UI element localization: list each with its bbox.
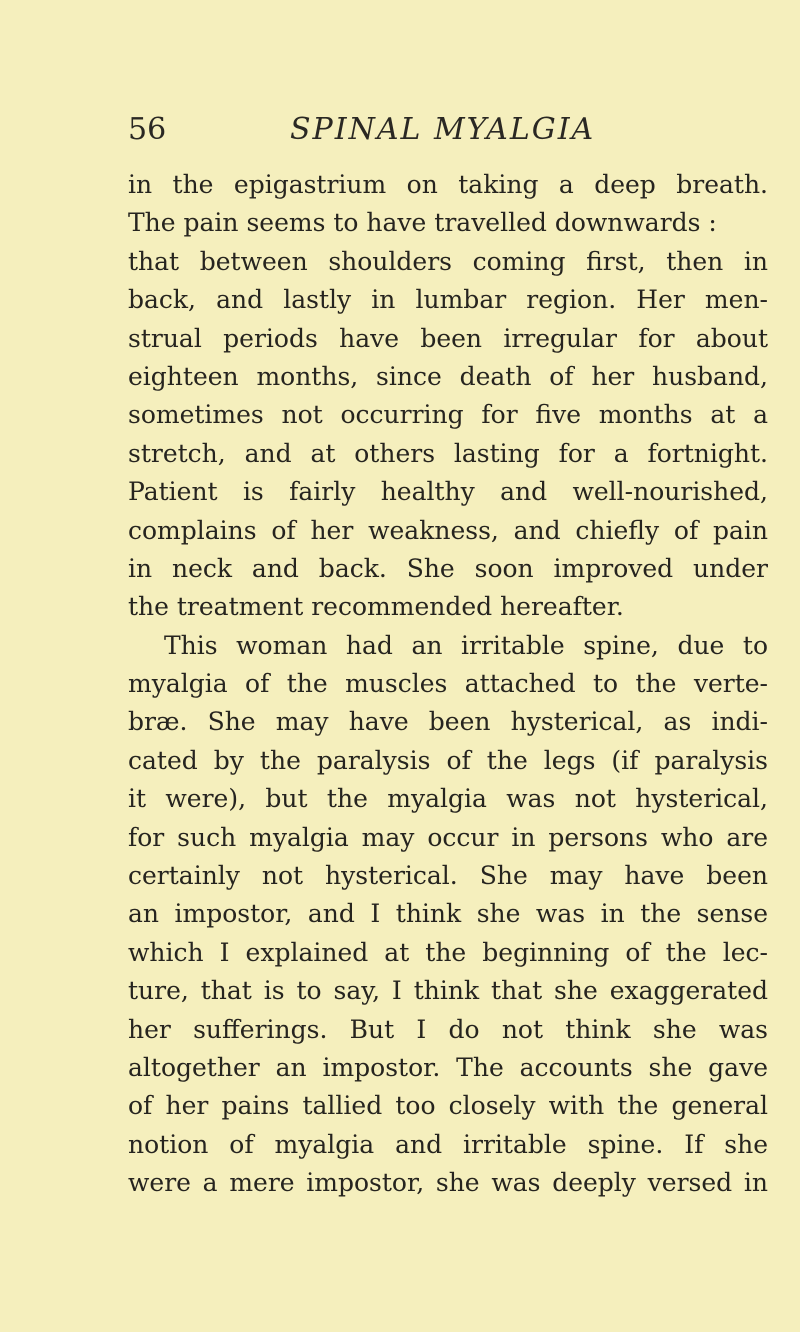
- text-line: an impostor, and I think she was in the sense: [128, 899, 768, 929]
- text-line: myalgia of the muscles attached to the verte-: [128, 669, 768, 699]
- text-line: were a mere impostor, she was deeply versed in: [128, 1168, 768, 1198]
- text-line: bræ. She may have been hysterical, as indi-: [128, 707, 768, 737]
- text-line: the treatment recommended hereafter.: [128, 592, 624, 622]
- running-head: SPINAL MYALGIA: [290, 112, 596, 147]
- text-line: back, and lastly in lumbar region. Her men-: [128, 285, 768, 315]
- text-line: sometimes not occurring for five months at a: [128, 400, 768, 430]
- text-line: in neck and back. She soon improved under: [128, 553, 768, 583]
- text-line: The pain seems to have travelled downwards :: [128, 208, 717, 238]
- text-line: for such myalgia may occur in persons who are: [128, 822, 768, 852]
- text-line: eighteen months, since death of her husband,: [128, 361, 768, 391]
- page-header: [128, 108, 748, 158]
- text-line: of her pains tallied too closely with the general: [128, 1091, 768, 1121]
- text-line: it were), but the myalgia was not hysterical,: [128, 784, 768, 814]
- text-line: complains of her weakness, and chiefly of pain: [128, 515, 768, 545]
- text-line: in the epigastrium on taking a deep breath.: [128, 170, 768, 199]
- text-line: ture, that is to say, I think that she exaggerated: [128, 976, 768, 1006]
- text-line: which I explained at the beginning of the lec-: [128, 937, 768, 967]
- text-line: notion of myalgia and irritable spine. If she: [128, 1129, 768, 1159]
- text-line: that between shoulders coming first, then in: [128, 246, 768, 276]
- text-line: altogether an impostor. The accounts she gave: [128, 1052, 768, 1082]
- body-text: [128, 166, 768, 1203]
- text-line: certainly not hysterical. She may have been: [128, 861, 768, 891]
- text-line: Patient is fairly healthy and well-nourished,: [128, 477, 768, 507]
- text-line: stretch, and at others lasting for a fortnight.: [128, 438, 768, 468]
- text-line: cated by the paralysis of the legs (if paralysis: [128, 745, 768, 775]
- page-number: 56: [128, 112, 167, 147]
- text-line: her sufferings. But I do not think she was: [128, 1014, 768, 1044]
- text-line: strual periods have been irregular for about: [128, 323, 768, 353]
- text-line: This woman had an irritable spine, due to: [164, 630, 768, 660]
